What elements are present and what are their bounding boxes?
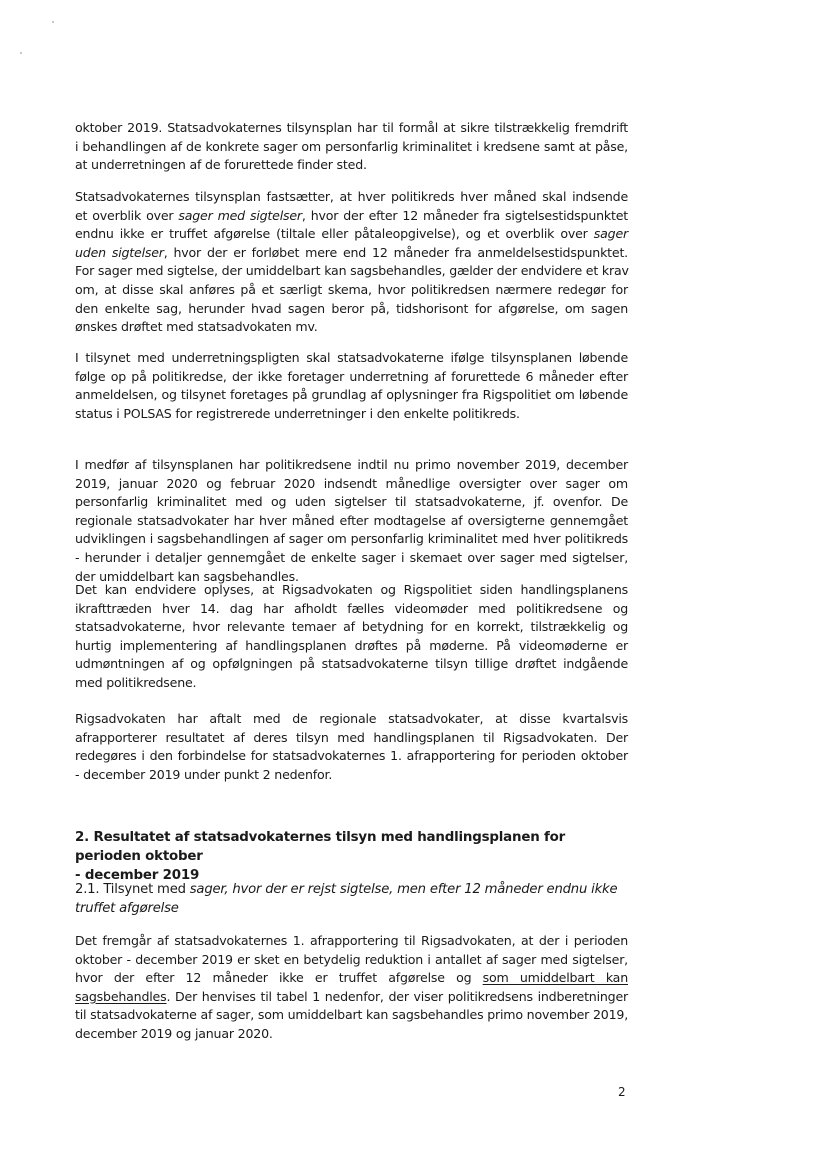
heading-line: - december 2019 <box>75 868 200 883</box>
heading-line: 2. Resultatet af statsadvokaternes tilsyn med handlingsplanen for perioden oktober <box>75 830 566 864</box>
subheading-line <box>75 880 635 899</box>
text-run: endnu ikke er truffet afgørelse (tiltale eller påtaleopgivelse), og et overblik over <box>75 226 594 242</box>
italic-term: sager med sigtelser <box>178 207 302 223</box>
text-run: hvor der efter 12 måneder ikke er truffet afgørelse og <box>75 970 483 986</box>
text-line: regionale statsadvokater har hver måned efter modtagelse af oversigterne gennemgået <box>75 512 628 528</box>
section-heading <box>75 828 635 885</box>
text-line: 2019, januar 2020 og februar 2020 indsendt månedlige oversigter over sager om <box>75 475 628 491</box>
text-line: oktober 2019. Statsadvokaternes tilsynsplan har til formål at sikre tilstrækkelig fremdrift <box>75 120 628 135</box>
paragraph-underretning <box>75 349 628 423</box>
text-line: For sager med sigtelse, der umiddelbart kan sagsbehandles, gælder der endvidere et krav <box>75 263 629 279</box>
underlined-term: som umiddelbart kan <box>482 970 628 986</box>
text-line: Statsadvokaternes tilsynsplan fastsætter, at hver politikreds hver måned skal indsende <box>75 189 628 204</box>
text-line: den enkelte sag, herunder hvad sagen beror på, tidshorisont for afgørelse, om sagen <box>75 300 628 316</box>
text-line: redegøres i den forbindelse for statsadvokaternes 1. afrapportering for perioden oktober <box>75 748 628 764</box>
text-line: december 2019 og januar 2020. <box>75 1025 273 1041</box>
text-line: Rigsadvokaten har aftalt med de regionale statsadvokater, at disse kvartalsvis <box>75 711 628 726</box>
italic-term: uden sigtelser <box>75 244 164 260</box>
text-line: Det kan endvidere oplyses, at Rigsadvokaten og Rigspolitiet siden handlingsplanens <box>75 582 628 597</box>
text-line: ønskes drøftet med statsadvokaten mv. <box>75 319 318 335</box>
text-line: med politikredsene. <box>75 674 197 690</box>
text-line: der umiddelbart kan sagsbehandles. <box>75 568 299 584</box>
paragraph-tilsynsplan <box>75 188 628 337</box>
text-line: Det fremgår af statsadvokaternes 1. afrapportering til Rigsadvokaten, at der i perioden <box>75 933 628 948</box>
text-line <box>75 244 628 263</box>
text-line <box>75 225 628 244</box>
paragraph-videomoeder <box>75 581 628 693</box>
subsection-number: 2.1. Tilsynet med <box>75 882 190 897</box>
text-run: , hvor der er forløbet mere end 12 måneder fra anmeldelsestidspunktet. <box>163 244 628 260</box>
text-run: et overblik over <box>75 207 179 223</box>
text-line: anmeldelsen, og tilsynet foretages på grundlag af oplysninger fra Rigspolitiet om løbende <box>75 387 628 403</box>
text-line: oktober - december 2019 er sket en betydelig reduktion i antallet af sager med sigtelser, <box>75 951 628 967</box>
text-line: I medfør af tilsynsplanen har politikredsene indtil nu primo november 2019, december <box>75 457 628 472</box>
text-line <box>75 969 628 988</box>
text-run: . Der henvises til tabel 1 nedenfor, der viser politikredsens indberetninger <box>166 988 628 1004</box>
subsection-heading <box>75 880 635 918</box>
paragraph-oversigter <box>75 456 628 586</box>
text-line: - december 2019 under punkt 2 nedenfor. <box>75 766 333 782</box>
text-line: hurtig implementering af handlingsplanen drøftes på møderne. På videomøderne er <box>75 637 628 653</box>
scan-speck <box>52 21 54 23</box>
paragraph-reduktion <box>75 932 628 1044</box>
subsection-title: sager, hvor der er rejst sigtelse, men efter 12 måneder endnu ikke <box>189 882 618 897</box>
italic-term: sager <box>593 226 628 242</box>
text-line: ikrafttræden hver 14. dag har afholdt fælles videomøder med politikredsene og <box>75 600 628 616</box>
subheading-line <box>75 899 635 918</box>
text-run: , hvor der efter 12 måneder fra sigtelsestidspunktet <box>301 207 628 223</box>
text-line: statsadvokaterne, hvor relevante temaer af betydning for en korrekt, tilstrækkelig og <box>75 619 628 635</box>
text-line: afrapporterer resultatet af deres tilsyn med handlingsplanen til Rigsadvokaten. Der <box>75 729 628 745</box>
page-number: 2 <box>618 1085 626 1099</box>
text-line: til statsadvokaterne af sager, som umiddelbart kan sagsbehandles primo november 2019, <box>75 1007 629 1023</box>
text-line: status i POLSAS for registrerede underretninger i den enkelte politikreds. <box>75 405 520 421</box>
text-line: - herunder i detaljer gennemgået de enkelte sager i skemaet over sager med sigtelser, <box>75 549 628 565</box>
text-line <box>75 207 628 226</box>
text-line: udviklingen i sagsbehandlingen af sager om personfarlig kriminalitet med hver politikreds <box>75 531 628 547</box>
text-line: i behandlingen af de konkrete sager om personfarlig kriminalitet i kredsene samt at påse, <box>75 138 628 154</box>
text-line: I tilsynet med underretningspligten skal statsadvokaterne ifølge tilsynsplanen løbende <box>75 350 628 365</box>
paragraph-afrapportering <box>75 710 628 784</box>
text-line: om, at disse skal anføres på et særligt skema, hvor politikredsen nærmere redegør for <box>75 281 628 297</box>
paragraph-intro <box>75 119 628 175</box>
subsection-title: truffet afgørelse <box>75 901 179 916</box>
text-line: følge op på politikredse, der ikke foretager underretning af forurettede 6 måneder efter <box>75 368 628 384</box>
text-line <box>75 988 628 1007</box>
text-line: at underretningen af de forurettede finder sted. <box>75 157 367 173</box>
scan-speck <box>20 52 22 54</box>
text-line: personfarlig kriminalitet med og uden sigtelser til statsadvokaterne, jf. ovenfor. De <box>75 494 628 510</box>
underlined-term: sagsbehandles <box>75 988 167 1004</box>
text-line: udmøntningen af og opfølgningen på statsadvokaterne tilsyn tillige drøftet indgående <box>75 656 628 672</box>
